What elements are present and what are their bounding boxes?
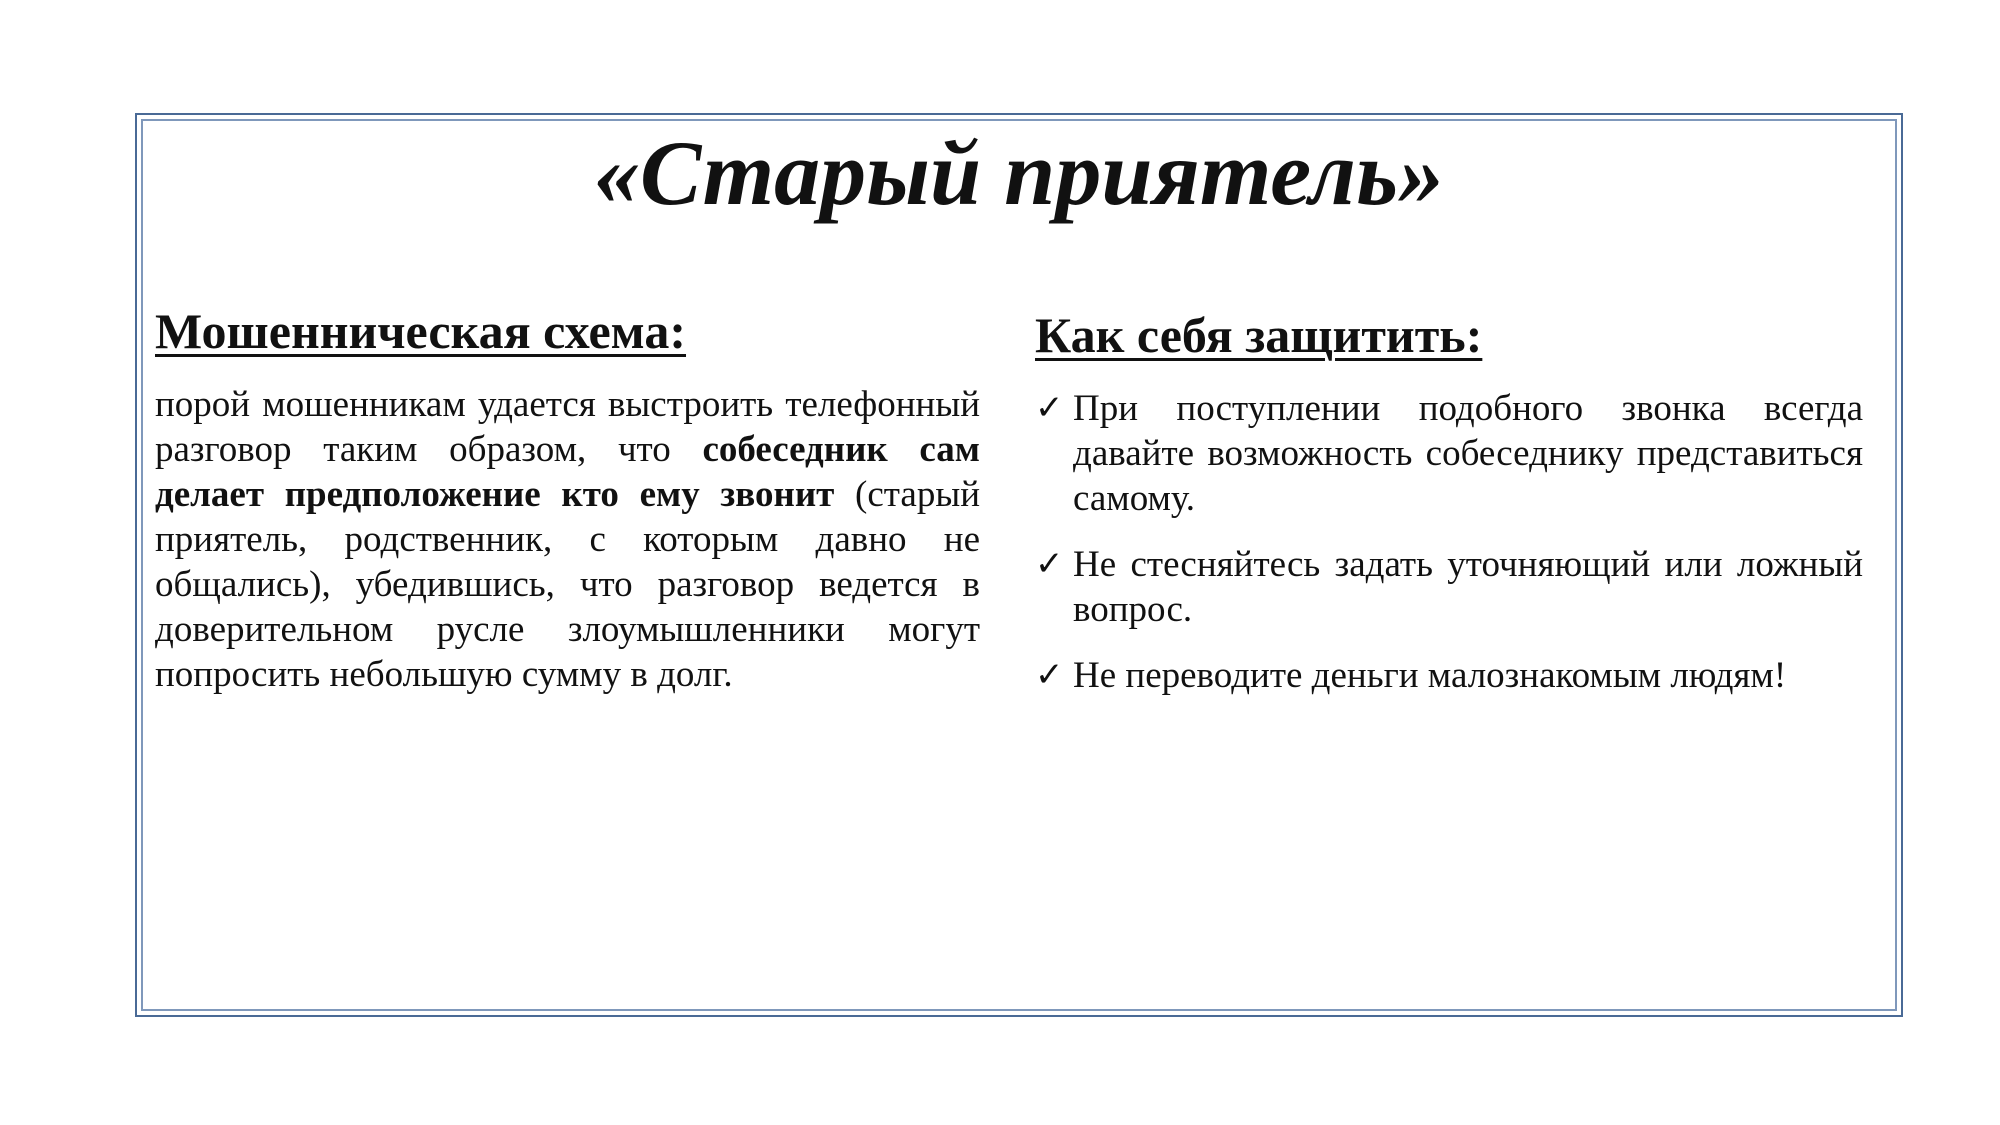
protection-section: [1035, 298, 1863, 719]
check-icon: ✓: [1035, 388, 1064, 428]
scheme-text-part2: (старый приятель, родственник, с которым давно не общались), убедившись, что разговор ведется в доверительном русле злоумышленники могут попросить небольшую сумму в долг.: [155, 474, 981, 695]
protection-heading: Как себя защитить:: [1035, 307, 1483, 363]
scheme-text-bold: собеседник сам делает предположение кто ему звонит: [155, 429, 981, 515]
protection-tip-text: При поступлении подобного звонка всегда давайте возможность собеседнику представиться самому.: [1073, 388, 1863, 519]
scheme-section: [155, 298, 980, 697]
check-icon: ✓: [1035, 544, 1064, 584]
protection-tip-text: Не стесняйтесь задать уточняющий или ложный вопрос.: [1073, 544, 1863, 630]
page-title: «Старый приятель»: [593, 122, 1445, 224]
check-icon: ✓: [1035, 655, 1064, 695]
protection-tip: [1035, 653, 1863, 698]
protection-tip-text: Не переводите деньги малознакомым людям!: [1073, 655, 1787, 696]
protection-tip: [1035, 386, 1863, 521]
protection-tip: [1035, 542, 1863, 632]
scheme-description: [155, 382, 980, 697]
scheme-heading: Мошенническая схема:: [155, 303, 687, 359]
protection-tips-list: [1035, 386, 1863, 698]
scheme-text-part1: порой мошенникам удается выстроить телефонный разговор таким образом, что: [155, 384, 980, 470]
